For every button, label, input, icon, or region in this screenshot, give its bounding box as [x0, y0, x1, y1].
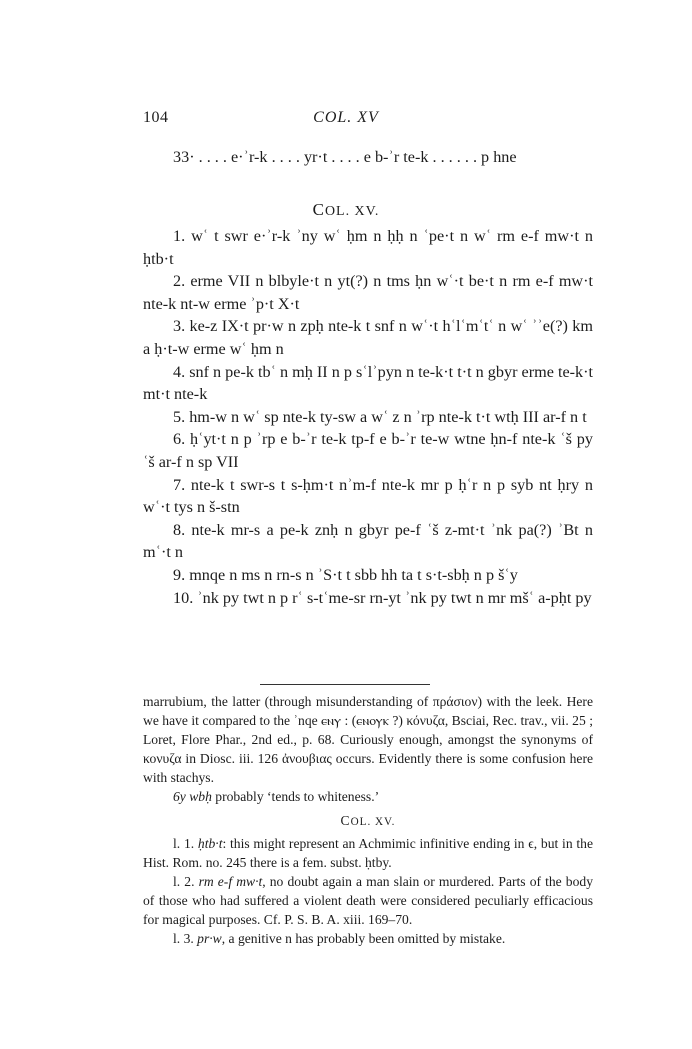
- note-wbh-term: 6y wbḥ: [173, 789, 212, 804]
- line-6: 6. ḥʿyt·t n p ʾrp e b-ʾr te-k tp-f e b-ʾr te-w wtne ḥn-f nte-k ʿš py ʿš ar-f n sp VII: [143, 430, 593, 471]
- note-2-term: rm e-f mw·t: [198, 874, 263, 889]
- note-wbh: [143, 787, 593, 806]
- notes-heading: [143, 811, 593, 832]
- continuation-line: 33· . . . . e·ʾr-k . . . . yr·t . . . . e b-ʾr te-k . . . . . . p hne: [173, 148, 517, 166]
- section-heading: [0, 200, 692, 220]
- note-wbh-text: probably ‘tends to whiteness.’: [211, 789, 380, 804]
- line-8: 8. nte-k mr-s a pe-k znḥ n gbyr pe-f ʿš z-mt·t ʾnk pa(?) ʾBt n mʿ·t n: [143, 520, 593, 562]
- page-number: 104: [143, 109, 169, 126]
- line-2: 2. erme VII n blbyle·t n yt(?) n tms ḥn wʿ·t be·t n rm e-f mw·t nte-k nt-w erme ʾp·t X·t: [143, 272, 593, 313]
- transliteration-lines: [143, 225, 593, 609]
- running-title: COL. XV: [313, 109, 379, 126]
- line-1: 1. wʿ t swr e·ʾr-k ʾny wʿ ḥm n ḥḥ n ʿpe·t n wʿ rm e-f mw·t n ḥtb·t: [143, 227, 593, 268]
- section-heading-rest: OL. XV.: [324, 204, 380, 219]
- note-line-2: [143, 872, 593, 929]
- note-3-term: pr·w: [197, 931, 222, 946]
- note-1-text: : this might represent an Achmimic infinitive ending in ϵ, but in the Hist. Rom. no. 245 there is a fem. subst. ḥtby.: [143, 836, 593, 870]
- notes-heading-initial: C: [340, 813, 351, 828]
- footnotes: [143, 692, 593, 948]
- line-3: 3. ke-z IX·t pr·w n zpḥ nte-k t snf n wʿ·t hʿlʿmʿtʿ n wʿ ʾʾe(?) km a ḥ·t-w erme wʿ ḥm n: [143, 317, 593, 358]
- notes-heading-rest: OL. XV.: [350, 816, 396, 828]
- line-10: 10. ʾnk py twt n p rʿ s-tʿme-sr rn-yt ʾnk py twt n mr mšʿ a-pḥt py: [173, 588, 592, 607]
- line-4: 4. snf n pe-k tbʿ n mḥ II n p sʿlʾpyn n te-k·t t·t n gbyr erme te-k·t mt·t nte-k: [143, 362, 593, 404]
- line-9: 9. mnqe n ms n rn-s n ʾS·t t sbb hh ta t s·t-sbḥ n p šʿy: [173, 565, 518, 584]
- note-carryover: marrubium, the latter (through misunderstanding of πράσιον) with the leek. Here we have it compared to the ʾnqe ⲉⲛⲩ : (ⲉⲛⲟⲩⲕ ?) κόνυζα, Bsciai, Rec. trav., vii. 25 ; Loret, Flore Phar., 2nd ed., p. 68. Curiously enough, amongst the synonyms of κονυζα in Diosc. iii. 126 ἀνουβιας occurs. Evidently there is some confusion here with stachys.: [143, 694, 593, 785]
- section-heading-initial: C: [312, 200, 325, 219]
- note-line-1: [143, 834, 593, 872]
- note-2-label: l. 2.: [173, 874, 199, 889]
- note-3-text: , a genitive n has probably been omitted by mistake.: [221, 931, 506, 946]
- line-5: 5. hm-w n wʿ sp nte-k ty-sw a wʿ z n ʾrp nte-k t·t wtḥ III ar-f n t: [173, 407, 587, 426]
- note-1-term: ḥtb·t: [197, 836, 223, 851]
- note-3-label: l. 3.: [173, 931, 198, 946]
- note-1-label: l. 1.: [173, 836, 198, 851]
- note-line-3: [143, 929, 593, 948]
- running-head: [0, 109, 692, 131]
- top-line-block: [143, 146, 593, 169]
- line-7: 7. nte-k t swr-s t s-ḥm·t nʾm-f nte-k mr p ḥʿr n p syb nt ḥry n wʿ·t tys n š-stn: [143, 475, 593, 517]
- footnote-divider: [260, 684, 430, 685]
- note-2-text: , no doubt again a man slain or murdered. Parts of the body of those who had suffered a violent death were considered peculiarly efficacious for magical purposes. Cf. P. S. B. A. xiii. 169–70.: [143, 874, 593, 927]
